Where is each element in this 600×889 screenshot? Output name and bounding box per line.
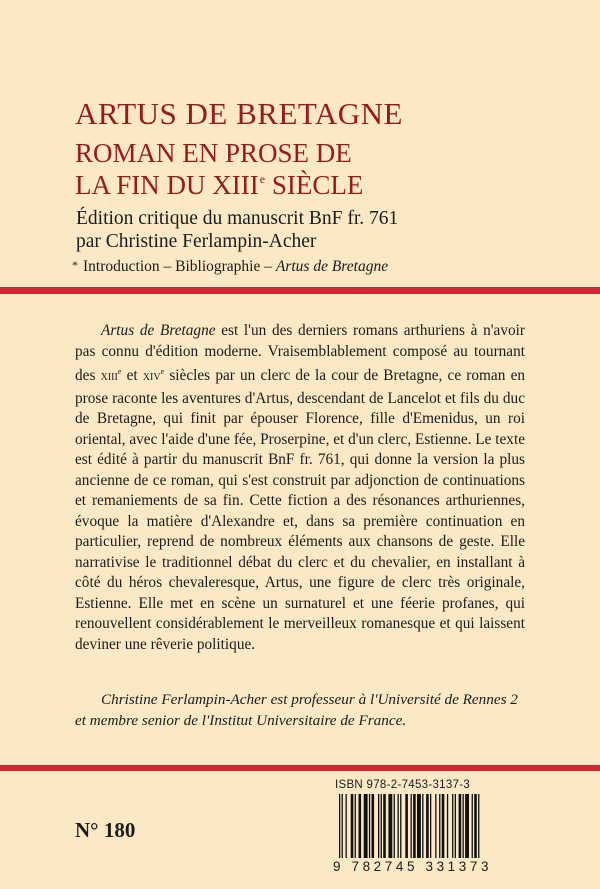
summary-text-1: est l'un des derniers romans arthuriens à n'avoir pas connu d'édition moderne. Vraisemblablement composé au tournant des <box>75 322 525 384</box>
contents-work-title: Artus de Bretagne <box>275 258 389 275</box>
barcode-block <box>333 779 529 875</box>
author-note: Christine Ferlampin-Acher est professeur à l'Université de Rennes 2 et membre senior de l'Institut Universitaire de France. <box>75 691 518 729</box>
asterisk-icon: * <box>72 258 78 272</box>
century-14: XIV <box>142 372 161 383</box>
summary-paragraph <box>75 321 525 655</box>
barcode-bars <box>339 794 527 858</box>
summary-and: et <box>121 367 143 384</box>
red-divider-top <box>0 287 600 294</box>
series-number: N° 180 <box>75 818 136 842</box>
isbn-label: ISBN 978-2-7453-3137-3 <box>335 779 471 791</box>
red-divider-bottom <box>0 765 600 771</box>
subtitle-line-1: ROMAN EN PROSE DE <box>75 138 352 168</box>
subtitle-siecle: SIÈCLE <box>265 170 364 200</box>
edition-line-1: Édition critique du manuscrit BnF fr. 761 <box>76 208 399 229</box>
contents-text: Introduction – Bibliographie – <box>83 258 276 275</box>
summary-text-2: siècles par un clerc de la cour de Bretagne, ce roman en prose raconte les aventures d'Artus, descendant de Lancelot et fils du duc de Bretagne, qui finit par épouser Florence, fille d'Emenidus, un roi oriental, avec l'aide d'une fée, Proserpine, et d'un clerc, Estienne. Le texte est édité à partir du manuscrit BnF fr. 761, qui donne la version la plus ancienne de ce roman, qui s'est construit par adjonction de continuations et remaniements de sa fin. Cette fiction a des résonances arthuriennes, évoque la matière d'Alexandre et, dans sa première continuation en particulier, reprend de nombreux éléments aux chansons de geste. Elle narrativise le traditionnel débat du clerc et du chevalier, en installant à côté du héros chevaleresque, Artus, une figure de clerc très originale, Estienne. Elle met en scène un surnaturel et une féerie profanes, qui renouvellent considérablement le merveilleux romanesque et qui laissent deviner une rêverie politique. <box>75 367 526 653</box>
subtitle-century: LA FIN DU XIII <box>75 170 259 200</box>
subtitle-century-sup: e <box>259 172 266 186</box>
century-13-sup: e <box>117 367 122 376</box>
book-title: ARTUS DE BRETAGNE <box>75 96 403 131</box>
century-14-sup: e <box>160 367 165 376</box>
summary-work-title: Artus de Bretagne <box>101 322 216 339</box>
volume-contents <box>72 258 388 276</box>
subtitle-line-2 <box>75 170 363 201</box>
barcode-digits: 9 782745 331373 <box>333 859 493 874</box>
century-13: XIII <box>100 372 118 383</box>
edition-line-2: par Christine Ferlampin-Acher <box>76 231 317 252</box>
